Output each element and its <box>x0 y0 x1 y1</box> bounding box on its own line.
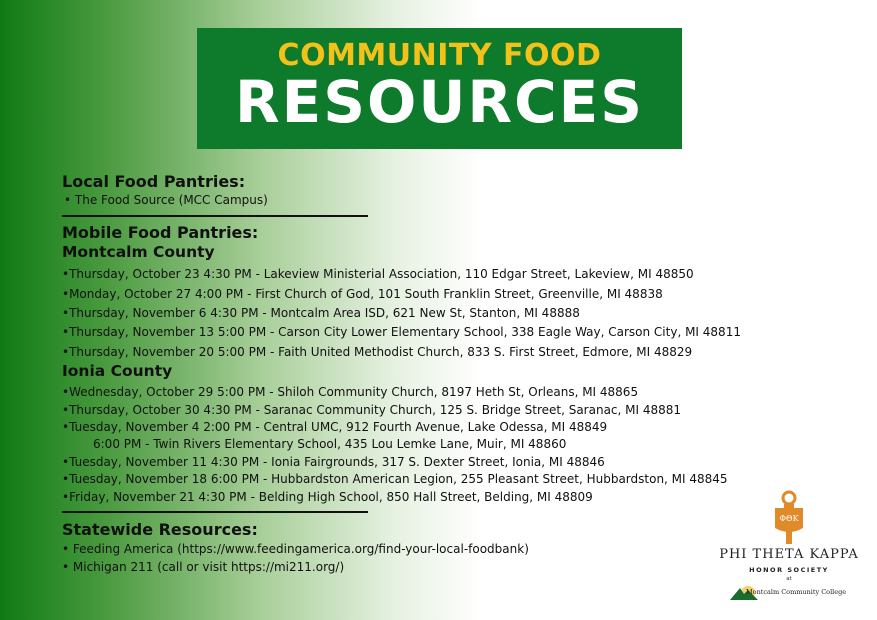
divider <box>62 511 368 513</box>
list-item: •Tuesday, November 11 4:30 PM - Ionia Fairgrounds, 317 S. Dexter Street, Ionia, MI 48846 <box>62 455 605 469</box>
society-subtitle: HONOR SOCIETY <box>749 566 829 574</box>
college-name: Montcalm Community College <box>746 588 847 596</box>
list-item: •Thursday, November 20 5:00 PM - Faith United Methodist Church, 833 S. First Street, Edmore, MI 48829 <box>62 345 693 359</box>
statewide-resources-heading: Statewide Resources: <box>62 520 258 539</box>
list-item: •Friday, November 21 4:30 PM - Belding High School, 850 Hall Street, Belding, MI 48809 <box>62 490 593 504</box>
list-item: •Wednesday, October 29 5:00 PM - Shiloh Community Church, 8197 Heth St, Orleans, MI 48865 <box>62 385 639 399</box>
list-item: •Thursday, November 13 5:00 PM - Carson City Lower Elementary School, 338 Eagle Way, Carson City, MI 48811 <box>62 325 741 339</box>
local-pantries-heading: Local Food Pantries: <box>62 172 246 191</box>
montcalm-county-heading: Montcalm County <box>62 243 215 261</box>
society-name: PHI THETA KAPPA <box>719 547 859 562</box>
mobile-pantries-heading: Mobile Food Pantries: <box>62 223 259 242</box>
list-item: •Monday, October 27 4:00 PM - First Church of God, 101 South Franklin Street, Greenville, MI 48838 <box>62 287 663 301</box>
list-item: •Thursday, October 23 4:30 PM - Lakeview Ministerial Association, 110 Edgar Street, Lakeview, MI 48850 <box>62 267 694 281</box>
list-item: • Michigan 211 (call or visit https://mi211.org/) <box>62 560 345 574</box>
list-item: •Thursday, October 30 4:30 PM - Saranac Community Church, 125 S. Bridge Street, Saranac, MI 48881 <box>62 403 682 417</box>
list-item: • Feeding America (https://www.feedingamerica.org/find-your-local-foodbank) <box>62 542 529 556</box>
divider <box>62 215 368 217</box>
banner-title-line1: COMMUNITY FOOD <box>277 38 602 73</box>
title-banner <box>197 28 682 149</box>
list-item: •Tuesday, November 18 6:00 PM - Hubbardston American Legion, 255 Pleasant Street, Hubbardston, MI 48845 <box>62 472 728 486</box>
at-label: at <box>786 576 792 582</box>
list-item: 6:00 PM - Twin Rivers Elementary School, 435 Lou Lemke Lane, Muir, MI 48860 <box>93 437 567 451</box>
list-item: • The Food Source (MCC Campus) <box>64 193 268 207</box>
crest-letters: ΦΘΚ <box>779 514 799 523</box>
list-item: •Thursday, November 6 4:30 PM - Montcalm Area ISD, 621 New St, Stanton, MI 48888 <box>62 306 580 320</box>
key-crest-icon <box>714 490 864 546</box>
ionia-county-heading: Ionia County <box>62 362 173 380</box>
banner-title-line2: RESOURCES <box>234 68 645 136</box>
list-item: •Tuesday, November 4 2:00 PM - Central UMC, 912 Fourth Avenue, Lake Odessa, MI 48849 <box>62 420 608 434</box>
phi-theta-kappa-logo <box>714 490 864 605</box>
